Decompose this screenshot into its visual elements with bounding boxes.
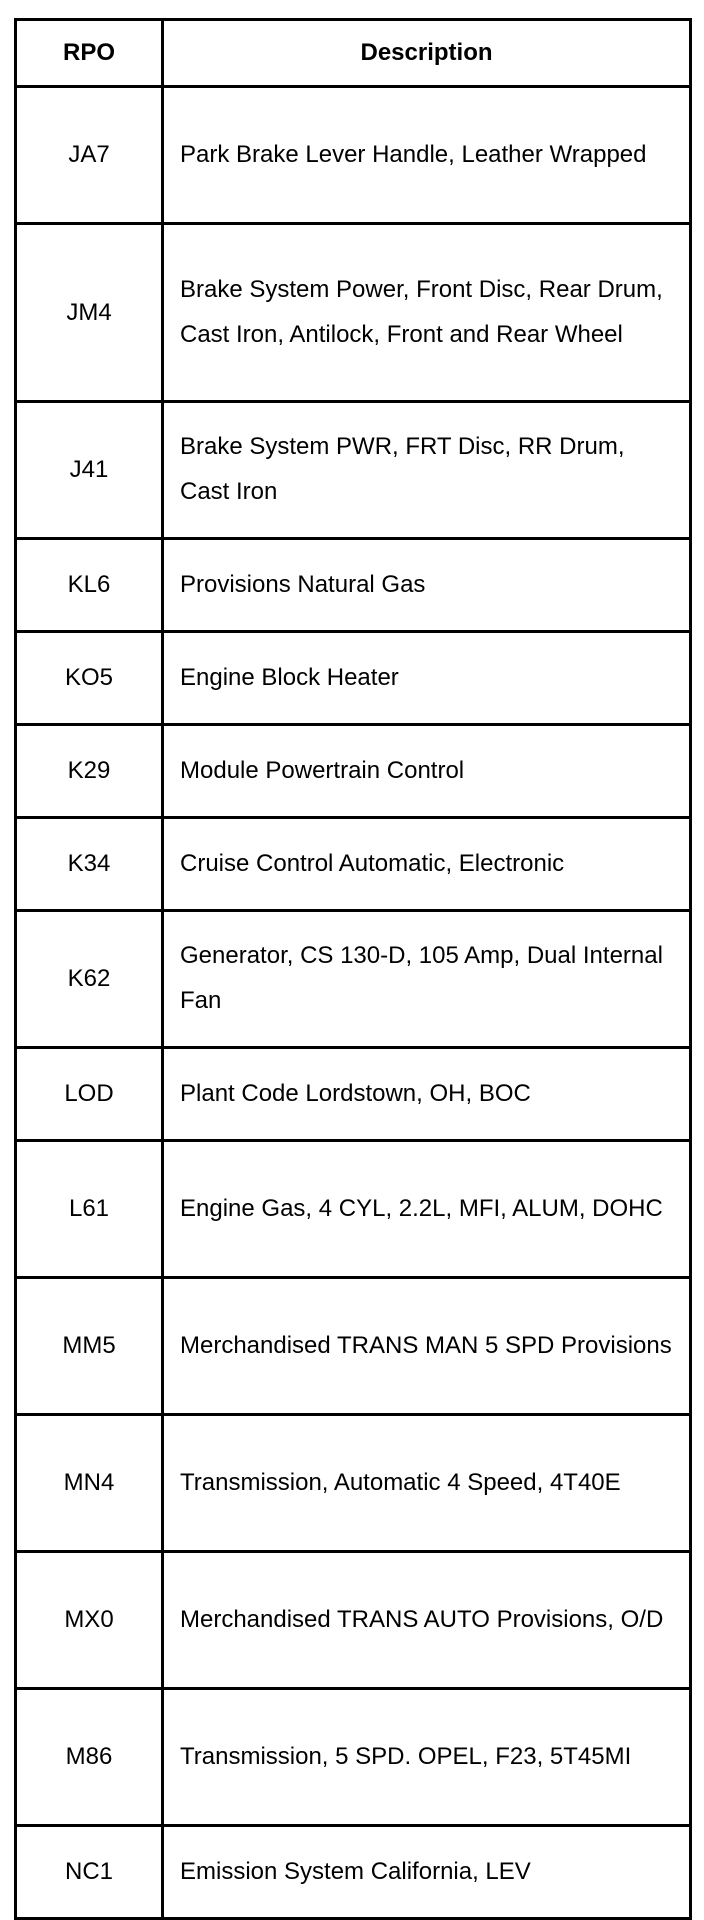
table-row <box>16 87 691 224</box>
rpo-description: Provisions Natural Gas <box>163 539 691 632</box>
rpo-code: JA7 <box>16 87 163 224</box>
rpo-description: Module Powertrain Control <box>163 725 691 818</box>
rpo-code: MM5 <box>16 1278 163 1415</box>
rpo-code: J41 <box>16 402 163 539</box>
header-row <box>16 20 691 87</box>
table-row <box>16 725 691 818</box>
table-body <box>16 87 691 1919</box>
rpo-description: Engine Gas, 4 CYL, 2.2L, MFI, ALUM, DOHC <box>163 1141 691 1278</box>
rpo-code: MX0 <box>16 1552 163 1689</box>
rpo-description: Transmission, Automatic 4 Speed, 4T40E <box>163 1415 691 1552</box>
rpo-description: Park Brake Lever Handle, Leather Wrapped <box>163 87 691 224</box>
rpo-code: JM4 <box>16 224 163 402</box>
table-row <box>16 1552 691 1689</box>
rpo-description: Cruise Control Automatic, Electronic <box>163 818 691 911</box>
table-row <box>16 1141 691 1278</box>
table-row <box>16 402 691 539</box>
table-row <box>16 911 691 1048</box>
rpo-code: M86 <box>16 1689 163 1826</box>
rpo-description: Plant Code Lordstown, OH, BOC <box>163 1048 691 1141</box>
table-row <box>16 539 691 632</box>
table-row <box>16 1048 691 1141</box>
rpo-code: KL6 <box>16 539 163 632</box>
table-row <box>16 1826 691 1919</box>
table-row <box>16 1415 691 1552</box>
rpo-description: Generator, CS 130-D, 105 Amp, Dual Internal Fan <box>163 911 691 1048</box>
rpo-code: K62 <box>16 911 163 1048</box>
rpo-code: MN4 <box>16 1415 163 1552</box>
rpo-description: Merchandised TRANS AUTO Provisions, O/D <box>163 1552 691 1689</box>
table-row <box>16 1278 691 1415</box>
rpo-description: Merchandised TRANS MAN 5 SPD Provisions <box>163 1278 691 1415</box>
rpo-description: Engine Block Heater <box>163 632 691 725</box>
rpo-description: Transmission, 5 SPD. OPEL, F23, 5T45MI <box>163 1689 691 1826</box>
rpo-code: KO5 <box>16 632 163 725</box>
rpo-code: NC1 <box>16 1826 163 1919</box>
rpo-description: Brake System Power, Front Disc, Rear Drum, Cast Iron, Antilock, Front and Rear Wheel <box>163 224 691 402</box>
rpo-code: LOD <box>16 1048 163 1141</box>
rpo-code: K29 <box>16 725 163 818</box>
rpo-description: Emission System California, LEV <box>163 1826 691 1919</box>
rpo-table <box>14 18 692 1920</box>
table-row <box>16 1689 691 1826</box>
table-header <box>16 20 691 87</box>
table-row <box>16 818 691 911</box>
rpo-code: K34 <box>16 818 163 911</box>
table-row <box>16 224 691 402</box>
rpo-description: Brake System PWR, FRT Disc, RR Drum, Cast Iron <box>163 402 691 539</box>
table-row <box>16 632 691 725</box>
header-description: Description <box>163 20 691 87</box>
header-rpo: RPO <box>16 20 163 87</box>
rpo-code: L61 <box>16 1141 163 1278</box>
